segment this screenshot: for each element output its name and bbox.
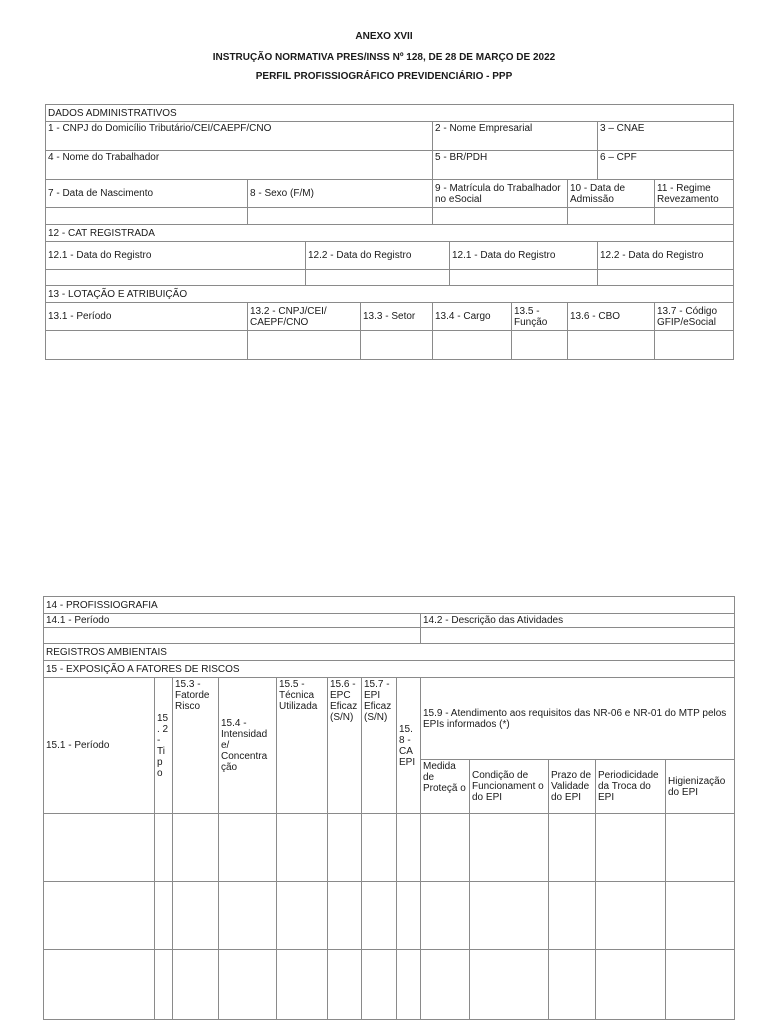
cell[interactable] bbox=[44, 950, 155, 1020]
cell[interactable] bbox=[596, 950, 666, 1020]
allocation-cbo-value[interactable] bbox=[568, 331, 655, 360]
cell[interactable] bbox=[44, 814, 155, 882]
section-administrative-data: DADOS ADMINISTRATIVOS bbox=[46, 105, 734, 122]
cat-registration-date-2-value[interactable] bbox=[306, 270, 450, 286]
cell[interactable] bbox=[328, 950, 362, 1020]
epi-replacement-periodicity-label: Periodicidade da Troca do EPI bbox=[596, 760, 666, 814]
epi-effective-label: 15.7 - EPI Eficaz (S/N) bbox=[362, 678, 397, 814]
cell[interactable] bbox=[666, 814, 735, 882]
cell[interactable] bbox=[219, 950, 277, 1020]
field-admission-date-label: 10 - Data de Admissão bbox=[568, 180, 655, 208]
field-sex-label: 8 - Sexo (F/M) bbox=[248, 180, 433, 208]
nr-requirements-label: 15.9 - Atendimento aos requisitos das NR-06 e NR-01 do MTP pelos EPIs informados (*) bbox=[421, 678, 735, 760]
cell[interactable] bbox=[549, 814, 596, 882]
cell[interactable] bbox=[470, 814, 549, 882]
cell[interactable] bbox=[219, 814, 277, 882]
cell[interactable] bbox=[219, 882, 277, 950]
allocation-position-label: 13.4 - Cargo bbox=[433, 303, 512, 331]
field-birth-date-label: 7 - Data de Nascimento bbox=[46, 180, 248, 208]
cell[interactable] bbox=[155, 882, 173, 950]
allocation-sector-label: 13.3 - Setor bbox=[361, 303, 433, 331]
annex-title: ANEXO XVII bbox=[355, 31, 413, 42]
epi-ca-label: 15.8 - CA EPI bbox=[397, 678, 421, 814]
technique-used-label: 15.5 - Técnica Utilizada bbox=[277, 678, 328, 814]
cell[interactable] bbox=[362, 814, 397, 882]
cell[interactable] bbox=[397, 814, 421, 882]
cell[interactable] bbox=[44, 882, 155, 950]
field-cnae-label: 3 – CNAE bbox=[598, 122, 734, 151]
cell[interactable] bbox=[596, 882, 666, 950]
cell[interactable] bbox=[362, 882, 397, 950]
epi-validity-period-label: Prazo de Validade do EPI bbox=[549, 760, 596, 814]
cell[interactable] bbox=[155, 814, 173, 882]
esocial-registration-value[interactable] bbox=[433, 208, 568, 225]
cell[interactable] bbox=[549, 950, 596, 1020]
section-cat-registered: 12 - CAT REGISTRADA bbox=[46, 225, 734, 242]
epi-hygiene-label: Higienização do EPI bbox=[666, 760, 735, 814]
allocation-cnpj-label: 13.2 - CNPJ/CEI/ CAEPF/CNO bbox=[248, 303, 361, 331]
cat-registration-date-3-value[interactable] bbox=[450, 270, 598, 286]
cell[interactable] bbox=[596, 814, 666, 882]
activity-description-value[interactable] bbox=[421, 628, 735, 644]
cell[interactable] bbox=[397, 950, 421, 1020]
cat-registration-date-4-value[interactable] bbox=[598, 270, 734, 286]
cell[interactable] bbox=[328, 814, 362, 882]
cell[interactable] bbox=[277, 814, 328, 882]
sex-value[interactable] bbox=[248, 208, 433, 225]
cell[interactable] bbox=[328, 882, 362, 950]
allocation-period-value[interactable] bbox=[46, 331, 248, 360]
field-esocial-registration-label: 9 - Matrícula do Trabalhador no eSocial bbox=[433, 180, 568, 208]
cell[interactable] bbox=[155, 950, 173, 1020]
shift-regime-value[interactable] bbox=[655, 208, 734, 225]
cat-registration-date-1-label: 12.1 - Data do Registro bbox=[46, 242, 306, 270]
activity-description-label: 14.2 - Descrição das Atividades bbox=[421, 614, 735, 628]
professiography-table bbox=[43, 596, 735, 1020]
cell[interactable] bbox=[549, 882, 596, 950]
section-allocation-assignment: 13 - LOTAÇÃO E ATRIBUIÇÃO bbox=[46, 286, 734, 303]
cat-registration-date-2-label: 12.2 - Data do Registro bbox=[306, 242, 450, 270]
cell[interactable] bbox=[421, 950, 470, 1020]
allocation-sector-value[interactable] bbox=[361, 331, 433, 360]
cat-registration-date-3-label: 12.1 - Data do Registro bbox=[450, 242, 598, 270]
cell[interactable] bbox=[666, 882, 735, 950]
allocation-gfip-code-value[interactable] bbox=[655, 331, 734, 360]
section-environmental-records: REGISTROS AMBIENTAIS bbox=[44, 644, 735, 661]
exposure-period-label: 15.1 - Período bbox=[44, 678, 155, 814]
admission-date-value[interactable] bbox=[568, 208, 655, 225]
field-shift-regime-label: 11 - Regime Revezamento bbox=[655, 180, 734, 208]
cell[interactable] bbox=[470, 950, 549, 1020]
cell[interactable] bbox=[397, 882, 421, 950]
field-cnpj-label: 1 - CNPJ do Domicílio Tributário/CEI/CAEPF/CNO bbox=[46, 122, 433, 151]
allocation-function-label: 13.5 - Função bbox=[512, 303, 568, 331]
allocation-period-label: 13.1 - Período bbox=[46, 303, 248, 331]
section-risk-exposure: 15 - EXPOSIÇÃO A FATORES DE RISCOS bbox=[44, 661, 735, 678]
cell[interactable] bbox=[362, 950, 397, 1020]
allocation-gfip-code-label: 13.7 - Código GFIP/eSocial bbox=[655, 303, 734, 331]
activity-period-label: 14.1 - Período bbox=[44, 614, 421, 628]
cat-registration-date-1-value[interactable] bbox=[46, 270, 306, 286]
cat-registration-date-4-label: 12.2 - Data do Registro bbox=[598, 242, 734, 270]
field-company-name-label: 2 - Nome Empresarial bbox=[433, 122, 598, 151]
protection-measure-label: Medida de Proteçã o bbox=[421, 760, 470, 814]
birth-date-value[interactable] bbox=[46, 208, 248, 225]
table-row bbox=[44, 950, 735, 1020]
allocation-function-value[interactable] bbox=[512, 331, 568, 360]
cell[interactable] bbox=[421, 814, 470, 882]
cell[interactable] bbox=[470, 882, 549, 950]
risk-factor-label: 15.3 - Fatorde Risco bbox=[173, 678, 219, 814]
allocation-cbo-label: 13.6 - CBO bbox=[568, 303, 655, 331]
normative-instruction-title: INSTRUÇÃO NORMATIVA PRES/INSS Nº 128, DE 28 DE MARÇO DE 2022 bbox=[212, 52, 556, 63]
cell[interactable] bbox=[173, 814, 219, 882]
field-worker-name-label: 4 - Nome do Trabalhador bbox=[46, 151, 433, 180]
administrative-data-table bbox=[45, 104, 734, 360]
activity-period-value[interactable] bbox=[44, 628, 421, 644]
section-professiography: 14 - PROFISSIOGRAFIA bbox=[44, 597, 735, 614]
cell[interactable] bbox=[173, 882, 219, 950]
table-row bbox=[44, 814, 735, 882]
epc-effective-label: 15.6 - EPC Eficaz (S/N) bbox=[328, 678, 362, 814]
allocation-position-value[interactable] bbox=[433, 331, 512, 360]
allocation-cnpj-value[interactable] bbox=[248, 331, 361, 360]
table-row bbox=[44, 882, 735, 950]
exposure-type-label: 15. 2 - Tip o bbox=[155, 678, 173, 814]
field-br-pdh-label: 5 - BR/PDH bbox=[433, 151, 598, 180]
cell[interactable] bbox=[421, 882, 470, 950]
cell[interactable] bbox=[277, 882, 328, 950]
cell[interactable] bbox=[666, 950, 735, 1020]
epi-functioning-condition-label: Condição de Funcionament o do EPI bbox=[470, 760, 549, 814]
intensity-concentration-label: 15.4 - Intensidad e/ Concentra ção bbox=[219, 678, 277, 814]
field-cpf-label: 6 – CPF bbox=[598, 151, 734, 180]
cell[interactable] bbox=[277, 950, 328, 1020]
form-title: PERFIL PROFISSIOGRÁFICO PREVIDENCIÁRIO - PPP bbox=[255, 71, 513, 82]
cell[interactable] bbox=[173, 950, 219, 1020]
